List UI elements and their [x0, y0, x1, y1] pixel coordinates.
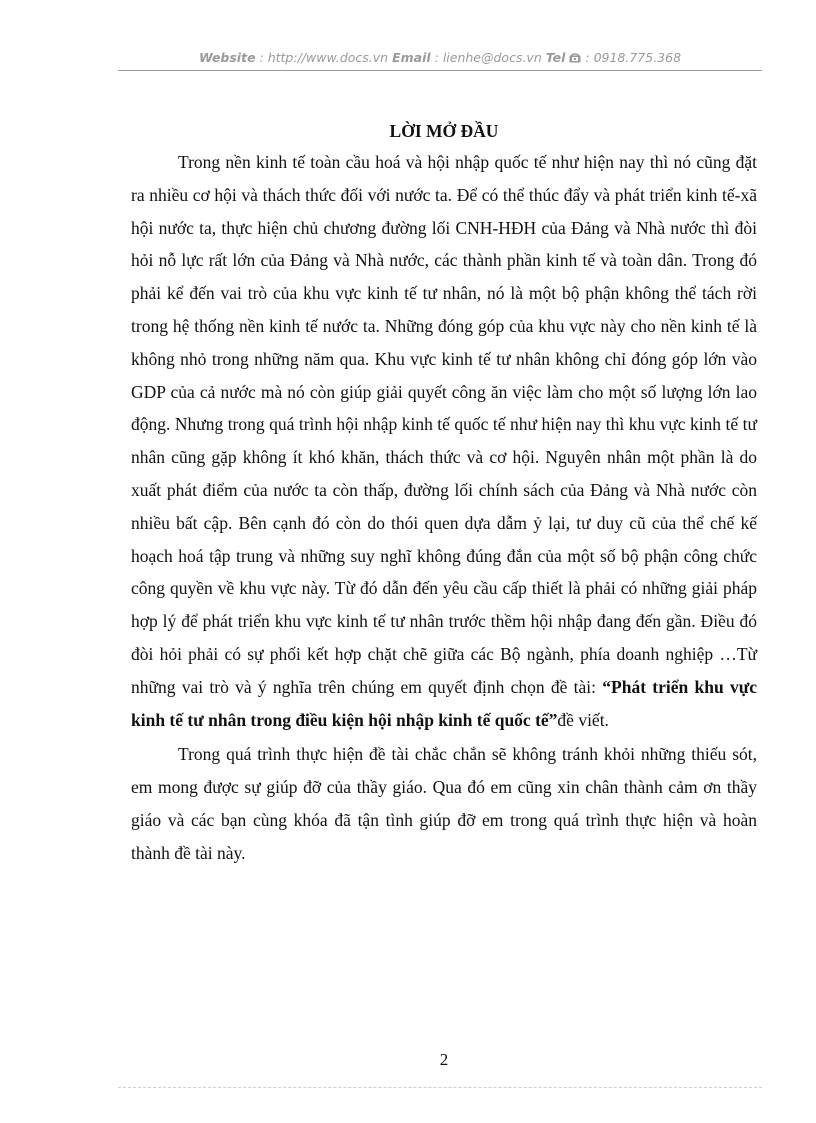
document-body — [131, 116, 757, 870]
intro-paragraph — [131, 146, 757, 736]
website-url[interactable]: : http://www.docs.vn — [255, 50, 393, 65]
email-address[interactable]: : lienhe@docs.vn — [430, 50, 546, 65]
page-number: 2 — [439, 1050, 449, 1069]
acknowledgement-paragraph: Trong quá trình thực hiện đề tài chắc chắn sẽ không tránh khỏi những thiếu sót, em mong được sự giúp đỡ của thầy giáo. Qua đó em cũng xin chân thành cảm ơn thầy giáo và các bạn cùng khóa đã tận tình giúp đỡ em trong quá trình thực hiện và hoàn thành đề tài này. — [131, 744, 757, 863]
header-divider — [118, 70, 762, 71]
page-title: LỜI MỞ ĐẦU — [389, 121, 499, 141]
tel-label: Tel — [545, 50, 566, 65]
footer-divider — [118, 1087, 762, 1088]
phone-icon — [569, 50, 581, 65]
intro-text-end: đề viết. — [557, 709, 609, 730]
topic-title: “Phát triển khu vực kinh tế tư nhân trong điều kiện hội nhập kinh tế quốc tế” — [131, 676, 757, 730]
email-label: Email — [392, 50, 431, 65]
page-header — [118, 50, 762, 65]
website-label: Website — [198, 50, 256, 65]
phone-number: : 0918.775.368 — [581, 50, 682, 65]
intro-text: Trong nền kinh tế toàn cầu hoá và hội nhập quốc tế như hiện nay thì nó cũng đặt ra nhiều cơ hội và thách thức đối với nước ta. Để có thể thúc đẩy và phát triển kinh tế-xã hội nước ta, thực hiện chủ chương đường lối CNH-HĐH của Đảng và Nhà nước thì đòi hỏi nỗ lực rất lớn của Đảng và Nhà nước, các thành phần kinh tế và toàn dân. Trong đó phải kể đến vai trò của khu vực kinh tế tư nhân, nó là một bộ phận không thể tách rời trong hệ thống nền kinh tế nước ta. Những đóng góp của khu vực này cho nền kinh tế là không nhỏ trong những năm qua. Khu vực kinh tế tư nhân không chỉ đóng góp lớn vào GDP của cả nước mà nó còn giúp giải quyết công ăn việc làm cho một số lượng lớn lao động. Nhưng trong quá trình hội nhập kinh tế quốc tế như hiện nay thì khu vực kinh tế tư nhân cũng gặp không ít khó khăn, thách thức và cơ hội. Nguyên nhân một phần là do xuất phát điểm của nước ta còn thấp, đường lối chính sách của Đảng và Nhà nước còn nhiều bất cập. Bên cạnh đó còn do thói quen dựa dẫm ỷ lại, tư duy cũ của thể chế kế hoạch hoá tập trung và những suy nghĩ không đúng đắn của một số bộ phận công chức công quyền về khu vực này. Từ đó dẫn đến yêu cầu cấp thiết là phải có những giải pháp hợp lý để phát triển khu vực kinh tế tư nhân trước thềm hội nhập đang đến gần. Điều đó đòi hỏi phải có sự phối kết hợp chặt chẽ giữa các Bộ ngành, phía doanh nghiệp …Từ những vai trò và ý nghĩa trên chúng em quyết định chọn đề tài: — [131, 152, 757, 697]
